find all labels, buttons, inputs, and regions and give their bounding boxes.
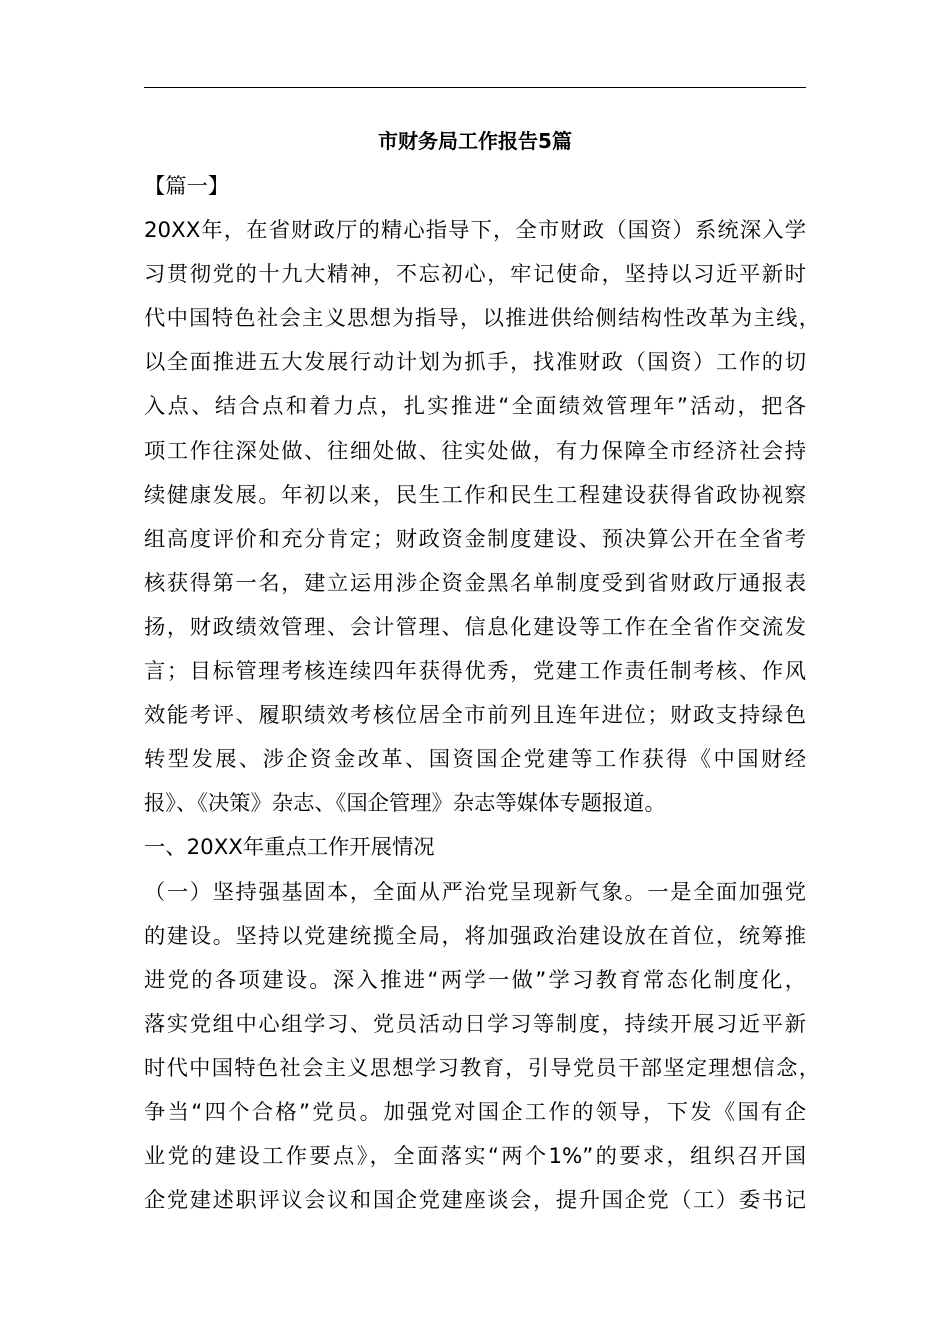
body-line: 代中国特色社会主义思想为指导，以推进供给侧结构性改革为主线， (144, 306, 820, 332)
body-line: 进党的各项建设。深入推进“两学一做”学习教育常态化制度化， (144, 967, 806, 993)
body-line: 【篇一】 (144, 174, 230, 199)
body-line: 入点、结合点和着力点，扎实推进“全面绩效管理年”活动，把各 (144, 394, 806, 420)
body-line: 时代中国特色社会主义思想学习教育，引导党员干部坚定理想信念， (144, 1055, 820, 1081)
body-line: 以全面推进五大发展行动计划为抓手，找准财政（国资）工作的切 (144, 350, 806, 376)
body-line: （一）坚持强基固本，全面从严治党呈现新气象。一是全面加强党 (144, 879, 806, 905)
document-title: 市财务局工作报告5篇 (378, 129, 572, 153)
body-line: 组高度评价和充分肯定；财政资金制度建设、预决算公开在全省考 (144, 526, 806, 552)
body-line: 扬，财政绩效管理、会计管理、信息化建设等工作在全省作交流发 (144, 614, 806, 640)
body-line: 业党的建设工作要点》，全面落实“两个1%”的要求，组织召开国 (144, 1144, 806, 1170)
body-line: 转型发展、涉企资金改革、国资国企党建等工作获得《中国财经 (144, 747, 806, 773)
body-line: 习贯彻党的十九大精神，不忘初心，牢记使命，坚持以习近平新时 (144, 262, 806, 288)
body-line: 企党建述职评议会议和国企党建座谈会，提升国企党（工）委书记 (144, 1188, 806, 1214)
body-line: 效能考评、履职绩效考核位居全市前列且连年进位；财政支持绿色 (144, 703, 806, 729)
body-line: 报》、《决策》杂志、《国企管理》杂志等媒体专题报道。 (144, 791, 666, 817)
body-line: 言；目标管理考核连续四年获得优秀，党建工作责任制考核、作风 (144, 659, 806, 685)
body-line: 项工作往深处做、往细处做、往实处做，有力保障全市经济社会持 (144, 438, 806, 464)
body-line: 20XX年，在省财政厅的精心指导下，全市财政（国资）系统深入学 (144, 218, 806, 244)
document-body (144, 165, 820, 1223)
body-line: 核获得第一名，建立运用涉企资金黑名单制度受到省财政厅通报表 (144, 570, 806, 596)
body-line: 一、20XX年重点工作开展情况 (144, 835, 435, 861)
body-line: 落实党组中心组学习、党员活动日学习等制度，持续开展习近平新 (144, 1011, 806, 1037)
body-line: 的建设。坚持以党建统揽全局，将加强政治建设放在首位，统筹推 (144, 923, 806, 949)
body-line: 续健康发展。年初以来，民生工作和民生工程建设获得省政协视察 (144, 482, 806, 508)
header-rule (144, 87, 806, 88)
body-line: 争当“四个合格”党员。加强党对国企工作的领导，下发《国有企 (144, 1099, 806, 1125)
